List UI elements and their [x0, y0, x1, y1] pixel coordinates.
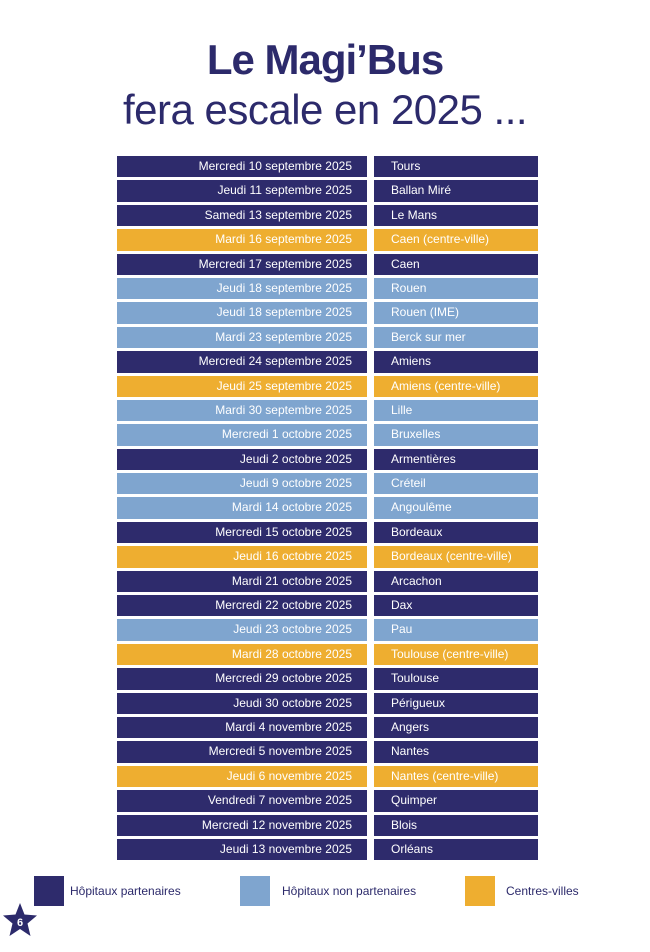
stop-date: Jeudi 30 octobre 2025	[117, 693, 367, 714]
stop-place: Tours	[374, 156, 538, 177]
stop-date: Jeudi 9 octobre 2025	[117, 473, 367, 494]
schedule-row	[117, 254, 538, 278]
stop-place: Rouen (IME)	[374, 302, 538, 323]
schedule-table	[117, 156, 538, 863]
page-number: 6	[16, 917, 24, 929]
stop-date: Jeudi 18 septembre 2025	[117, 302, 367, 323]
schedule-row	[117, 205, 538, 229]
stop-date: Mercredi 17 septembre 2025	[117, 254, 367, 275]
stop-date: Vendredi 7 novembre 2025	[117, 790, 367, 811]
stop-place: Blois	[374, 815, 538, 836]
schedule-row	[117, 497, 538, 521]
stop-date: Jeudi 18 septembre 2025	[117, 278, 367, 299]
schedule-row	[117, 595, 538, 619]
schedule-row	[117, 302, 538, 326]
legend-swatch-city	[465, 876, 495, 906]
schedule-row	[117, 546, 538, 570]
legend-swatch-partner	[34, 876, 64, 906]
schedule-row	[117, 668, 538, 692]
stop-date: Jeudi 23 octobre 2025	[117, 619, 367, 640]
schedule-row	[117, 449, 538, 473]
stop-date: Mercredi 29 octobre 2025	[117, 668, 367, 689]
legend-swatch-non-partner	[240, 876, 270, 906]
stop-date: Mercredi 15 octobre 2025	[117, 522, 367, 543]
schedule-row	[117, 278, 538, 302]
stop-place: Bordeaux (centre-ville)	[374, 546, 538, 567]
stop-place: Toulouse (centre-ville)	[374, 644, 538, 665]
stop-place: Bordeaux	[374, 522, 538, 543]
stop-date: Mardi 30 septembre 2025	[117, 400, 367, 421]
schedule-row	[117, 693, 538, 717]
schedule-row	[117, 424, 538, 448]
stop-date: Jeudi 16 octobre 2025	[117, 546, 367, 567]
stop-place: Orléans	[374, 839, 538, 860]
schedule-row	[117, 741, 538, 765]
stop-date: Jeudi 13 novembre 2025	[117, 839, 367, 860]
schedule-row	[117, 229, 538, 253]
stop-date: Mercredi 10 septembre 2025	[117, 156, 367, 177]
legend-label-partner: Hôpitaux partenaires	[70, 884, 181, 898]
schedule-row	[117, 717, 538, 741]
stop-place: Amiens (centre-ville)	[374, 376, 538, 397]
stop-place: Caen (centre-ville)	[374, 229, 538, 250]
stop-date: Jeudi 2 octobre 2025	[117, 449, 367, 470]
stop-date: Mardi 4 novembre 2025	[117, 717, 367, 738]
legend-label-non-partner: Hôpitaux non partenaires	[282, 884, 417, 898]
schedule-row	[117, 815, 538, 839]
stop-place: Pau	[374, 619, 538, 640]
legend-label-city: Centres-villes	[506, 884, 579, 898]
stop-place: Périgueux	[374, 693, 538, 714]
stop-place: Nantes (centre-ville)	[374, 766, 538, 787]
stop-place: Ballan Miré	[374, 180, 538, 201]
schedule-row	[117, 400, 538, 424]
schedule-row	[117, 473, 538, 497]
schedule-row	[117, 644, 538, 668]
schedule-row	[117, 180, 538, 204]
schedule-row	[117, 790, 538, 814]
stop-place: Créteil	[374, 473, 538, 494]
stop-place: Bruxelles	[374, 424, 538, 445]
stop-place: Berck sur mer	[374, 327, 538, 348]
stop-place: Toulouse	[374, 668, 538, 689]
schedule-row	[117, 376, 538, 400]
stop-date: Mardi 14 octobre 2025	[117, 497, 367, 518]
schedule-row	[117, 327, 538, 351]
stop-date: Mardi 28 octobre 2025	[117, 644, 367, 665]
page-subtitle: fera escale en 2025 ...	[122, 86, 528, 133]
stop-date: Mercredi 24 septembre 2025	[117, 351, 367, 372]
stop-date: Jeudi 11 septembre 2025	[117, 180, 367, 201]
stop-place: Quimper	[374, 790, 538, 811]
legend	[0, 876, 650, 906]
stop-place: Lille	[374, 400, 538, 421]
stop-date: Mardi 16 septembre 2025	[117, 229, 367, 250]
schedule-row	[117, 351, 538, 375]
stop-place: Angers	[374, 717, 538, 738]
stop-date: Samedi 13 septembre 2025	[117, 205, 367, 226]
stop-place: Armentières	[374, 449, 538, 470]
stop-place: Nantes	[374, 741, 538, 762]
stop-place: Amiens	[374, 351, 538, 372]
schedule-row	[117, 522, 538, 546]
stop-date: Mercredi 12 novembre 2025	[117, 815, 367, 836]
schedule-row	[117, 619, 538, 643]
stop-date: Mardi 23 septembre 2025	[117, 327, 367, 348]
stop-date: Mercredi 5 novembre 2025	[117, 741, 367, 762]
schedule-row	[117, 839, 538, 863]
stop-date: Mercredi 1 octobre 2025	[117, 424, 367, 445]
stop-place: Le Mans	[374, 205, 538, 226]
schedule-row	[117, 766, 538, 790]
stop-place: Caen	[374, 254, 538, 275]
stop-date: Mardi 21 octobre 2025	[117, 571, 367, 592]
stop-date: Jeudi 6 novembre 2025	[117, 766, 367, 787]
stop-date: Mercredi 22 octobre 2025	[117, 595, 367, 616]
schedule-row	[117, 156, 538, 180]
stop-place: Dax	[374, 595, 538, 616]
stop-date: Jeudi 25 septembre 2025	[117, 376, 367, 397]
stop-place: Rouen	[374, 278, 538, 299]
page-title: Le Magi’Bus	[206, 36, 444, 83]
stop-place: Arcachon	[374, 571, 538, 592]
page-number-star-icon	[2, 902, 38, 938]
schedule-row	[117, 571, 538, 595]
stop-place: Angoulême	[374, 497, 538, 518]
